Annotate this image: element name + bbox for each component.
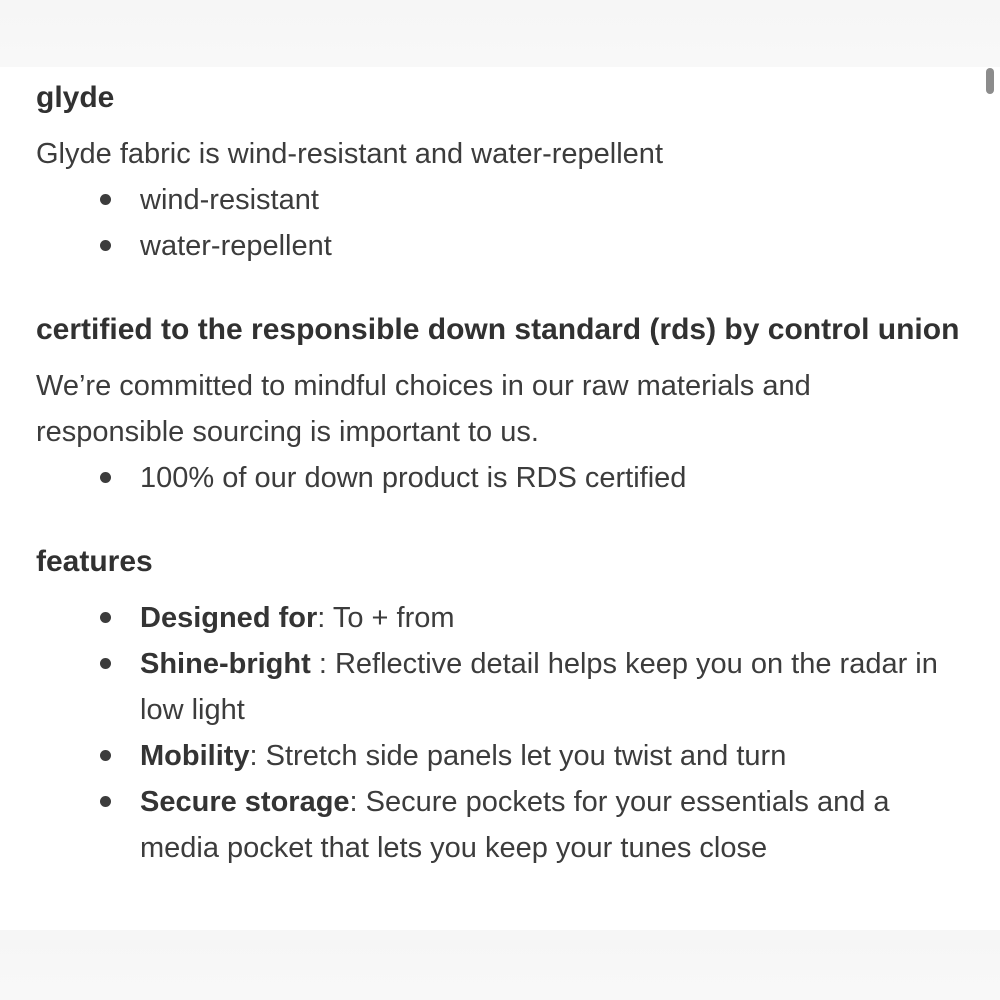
list-item [140,779,960,871]
list-item [140,733,960,779]
feature-term: Mobility [140,740,250,772]
section-heading-rds: certified to the responsible down standard (rds) by control union [36,313,960,346]
section-paragraph: Glyde fabric is wind-resistant and water-repellent [36,138,663,170]
feature-text: : Secure pockets for your essentials and a media pocket that lets you keep your tunes close [140,786,890,864]
bottom-gray-band [0,930,1000,1000]
feature-term: Shine-bright [140,648,319,680]
section-paragraph: We’re committed to mindful choices in our raw materials and responsible sourcing is important to us. [36,370,811,448]
list-item [140,455,960,501]
product-description-panel [0,67,1000,930]
scrollbar-thumb[interactable] [986,68,994,94]
bullet-list [36,455,960,501]
list-item-text: 100% of our down product is RDS certified [140,462,687,494]
section-heading-glyde: glyde [36,81,115,114]
list-item-text: wind-resistant [140,184,319,216]
top-gray-band [0,0,1000,67]
list-item-text: water-repellent [140,230,332,262]
section-rds-certified [36,307,960,501]
list-item [140,223,960,269]
bullet-list [36,177,960,269]
list-item [140,595,960,641]
list-item [140,177,960,223]
feature-text: : Stretch side panels let you twist and turn [249,740,787,772]
feature-term: Secure storage [140,786,350,818]
feature-text: : To + from [317,602,455,634]
section-features [36,539,960,871]
section-glyde [36,75,960,269]
list-item [140,641,960,733]
bullet-list [36,595,960,871]
section-heading-features: features [36,545,153,578]
feature-text: : Reflective detail helps keep you on the radar in low light [140,648,938,726]
feature-term: Designed for [140,602,318,634]
